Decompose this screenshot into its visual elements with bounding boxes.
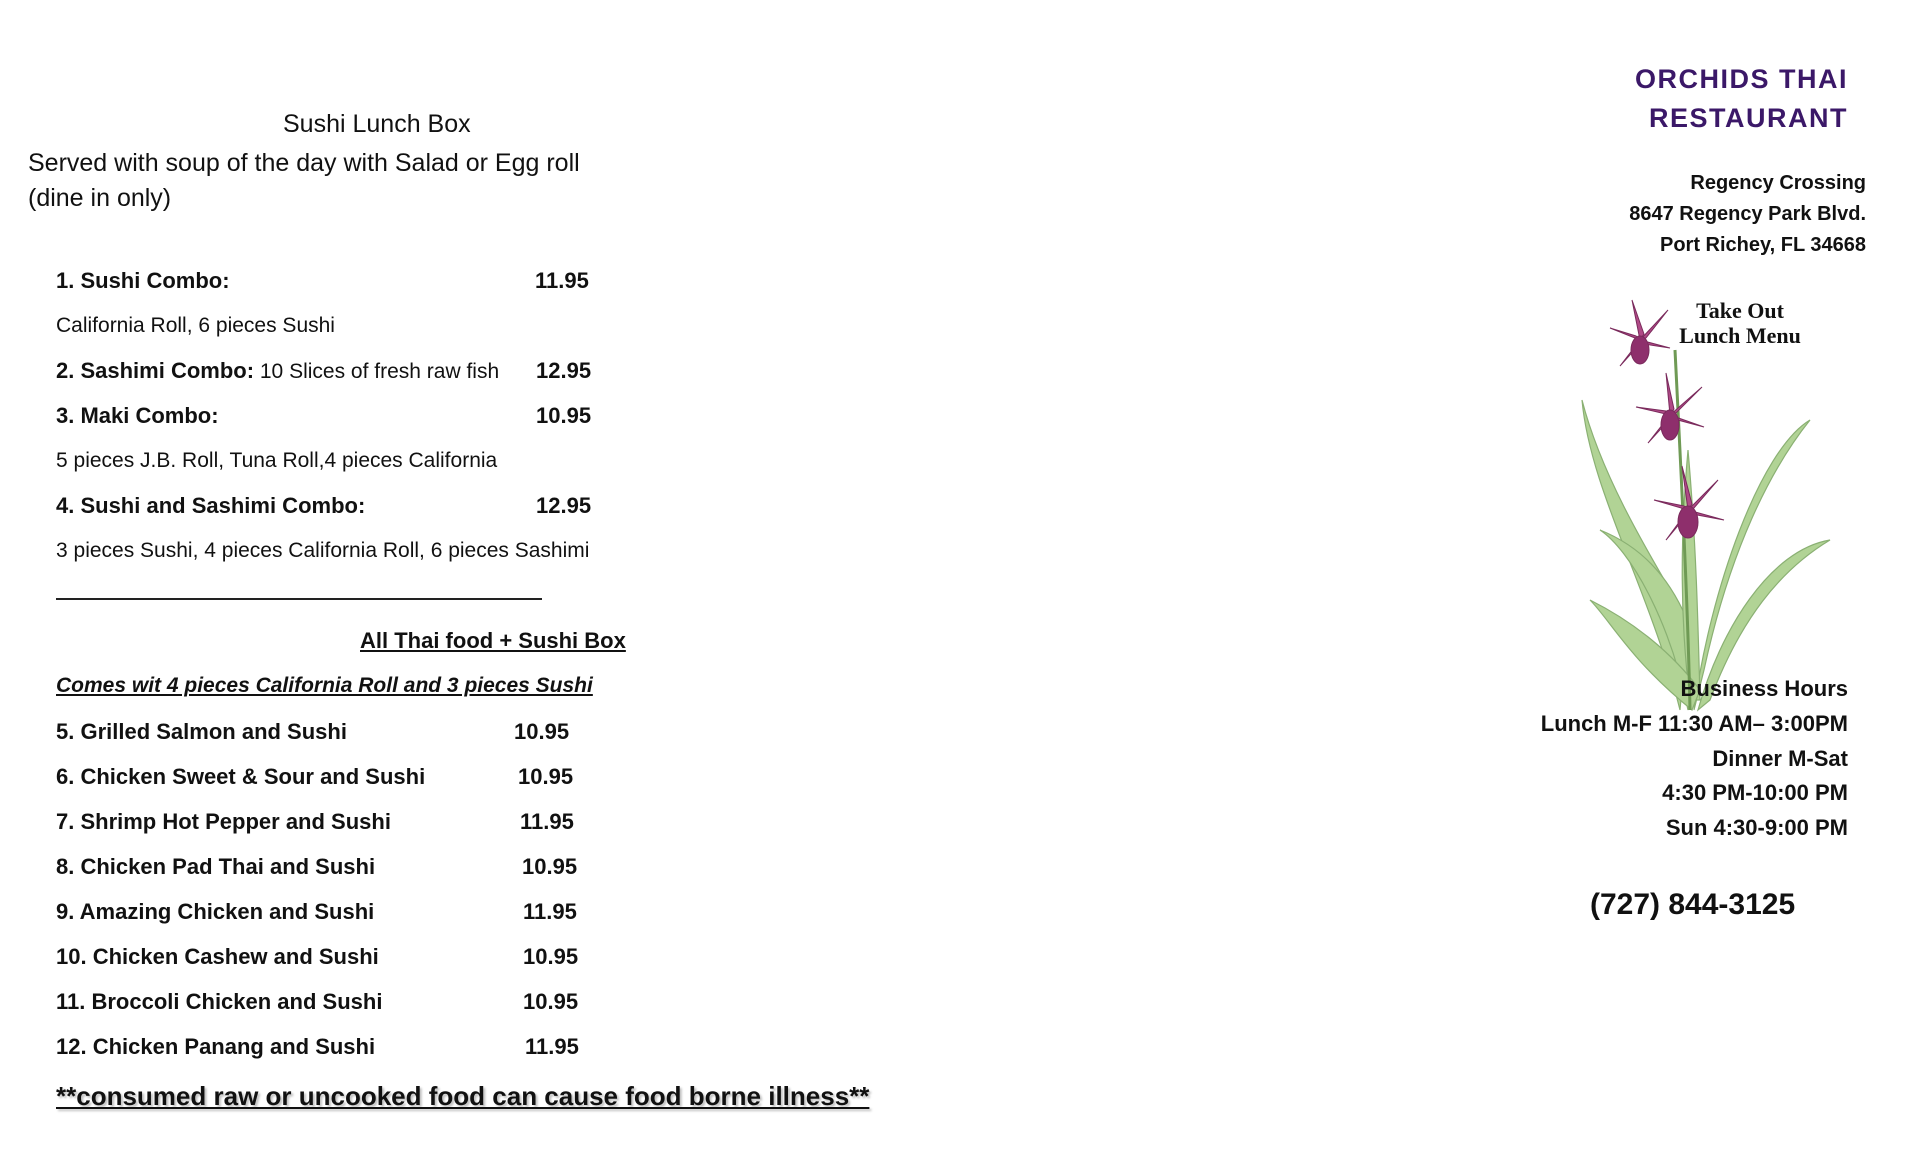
- item-inline-description: 10 Slices of fresh raw fish: [254, 360, 500, 383]
- item-price: 12.95: [536, 493, 592, 518]
- lunch-box-title: Sushi Lunch Box: [283, 110, 471, 138]
- item-price: 11.95: [535, 268, 589, 293]
- hours-line: Dinner M-Sat: [1712, 746, 1848, 771]
- hours-line: 4:30 PM-10:00 PM: [1662, 780, 1848, 805]
- food-safety-warning: **consumed raw or uncooked food can cause food borne illness**: [56, 1081, 870, 1111]
- item-description: 3 pieces Sushi, 4 pieces California Roll, 6 pieces Sashimi: [56, 539, 590, 562]
- address-line: Port Richey, FL 34668: [1659, 234, 1866, 256]
- phone-number: (727) 844-3125: [1590, 888, 1796, 921]
- menu-item-sushi-sashimi-combo: [56, 493, 365, 519]
- thai-box-heading: All Thai food + Sushi Box: [360, 628, 626, 653]
- restaurant-name-line-2: RESTAURANT: [1649, 103, 1848, 133]
- item-description: California Roll, 6 pieces Sushi: [56, 314, 335, 337]
- restaurant-name-line-1: ORCHIDS THAI: [1635, 64, 1848, 94]
- served-line-2: (dine in only): [28, 184, 172, 212]
- menu-item-maki-combo: [56, 403, 219, 429]
- address-line: Regency Crossing: [1690, 172, 1866, 194]
- thai-box-subheading: Comes wit 4 pieces California Roll and 3 pieces Sushi: [56, 674, 593, 697]
- takeout-menu-label: [1665, 298, 1815, 348]
- item-description: 5 pieces J.B. Roll, Tuna Roll,4 pieces California: [56, 449, 498, 472]
- item-price: 11.95: [520, 809, 574, 834]
- menu-item: 8. Chicken Pad Thai and Sushi: [56, 854, 376, 879]
- item-price: 10.95: [518, 764, 574, 789]
- item-price: 11.95: [523, 899, 577, 924]
- menu-item-sushi-combo: [56, 268, 230, 294]
- business-hours-title: Business Hours: [1680, 676, 1848, 701]
- item-name: 2. Sashimi Combo:: [56, 358, 255, 383]
- menu-item-sashimi-combo: [56, 358, 499, 384]
- item-price: 12.95: [536, 358, 592, 383]
- takeout-line-1: Take Out: [1696, 298, 1784, 323]
- item-price: 10.95: [523, 989, 579, 1014]
- orchid-flower-image: [1570, 290, 1840, 720]
- takeout-line-2: Lunch Menu: [1679, 323, 1801, 348]
- served-with-note: [28, 146, 580, 216]
- section-divider: [56, 598, 542, 600]
- hours-line: Sun 4:30-9:00 PM: [1665, 815, 1848, 840]
- menu-item: 7. Shrimp Hot Pepper and Sushi: [56, 809, 391, 834]
- item-price: 10.95: [522, 854, 578, 879]
- menu-item: 6. Chicken Sweet & Sour and Sushi: [56, 764, 426, 789]
- menu-item: 10. Chicken Cashew and Sushi: [56, 944, 379, 969]
- item-name: 4. Sushi and Sashimi Combo:: [56, 493, 366, 518]
- menu-item: 9. Amazing Chicken and Sushi: [56, 899, 375, 924]
- item-price: 11.95: [525, 1034, 579, 1059]
- item-price: 10.95: [536, 403, 592, 428]
- address-line: 8647 Regency Park Blvd.: [1629, 203, 1866, 225]
- item-price: 10.95: [514, 719, 570, 744]
- item-name: 1. Sushi Combo:: [56, 268, 230, 293]
- hours-line: Lunch M-F 11:30 AM– 3:00PM: [1540, 711, 1848, 736]
- menu-item: 12. Chicken Panang and Sushi: [56, 1034, 376, 1059]
- served-line-1: Served with soup of the day with Salad or Egg roll: [28, 149, 580, 177]
- item-name: 3. Maki Combo:: [56, 403, 219, 428]
- item-price: 10.95: [523, 944, 579, 969]
- menu-item: 5. Grilled Salmon and Sushi: [56, 719, 347, 744]
- menu-item: 11. Broccoli Chicken and Sushi: [56, 989, 383, 1014]
